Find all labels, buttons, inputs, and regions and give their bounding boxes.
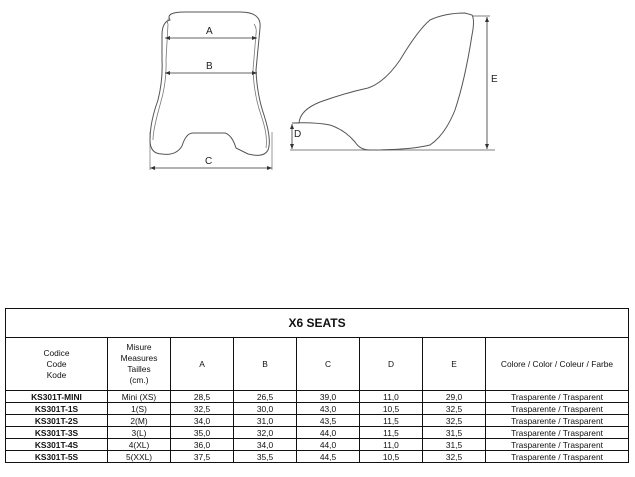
- dimension-label-e: E: [491, 74, 498, 85]
- table-row: KS301T-1S 1(S) 32,5 30,0 43,0 10,5 32,5 Trasparente / Trasparent: [6, 403, 629, 415]
- table-row: KS301T-3S 3(L) 35,0 32,0 44,0 11,5 31,5 Trasparente / Trasparent: [6, 427, 629, 439]
- header-color: Colore / Color / Coleur / Farbe: [486, 338, 629, 391]
- header-d: D: [360, 338, 423, 391]
- header-size: Misure Measures Tailles (cm.): [108, 338, 171, 391]
- dimension-label-d: D: [294, 129, 302, 140]
- table-row: KS301T-2S 2(M) 34,0 31,0 43,5 11,5 32,5 Trasparente / Trasparent: [6, 415, 629, 427]
- header-code: Codice Code Kode: [6, 338, 108, 391]
- header-c: C: [297, 338, 360, 391]
- table-row: KS301T-4S 4(XL) 36,0 34,0 44,0 11,0 31,5 Trasparente / Trasparent: [6, 439, 629, 451]
- table-title: X6 SEATS: [6, 309, 629, 338]
- header-a: A: [171, 338, 234, 391]
- dimension-label-c: C: [205, 156, 213, 167]
- header-e: E: [423, 338, 486, 391]
- dimension-label-a: A: [206, 26, 213, 37]
- dimension-label-b: B: [206, 61, 213, 72]
- table-row: KS301T-MINI Mini (XS) 28,5 26,5 39,0 11,0 29,0 Trasparente / Trasparent: [6, 391, 629, 403]
- header-b: B: [234, 338, 297, 391]
- seat-spec-table: [5, 308, 629, 463]
- table-row: KS301T-5S 5(XXL) 37,5 35,5 44,5 10,5 32,5 Trasparente / Trasparent: [6, 451, 629, 463]
